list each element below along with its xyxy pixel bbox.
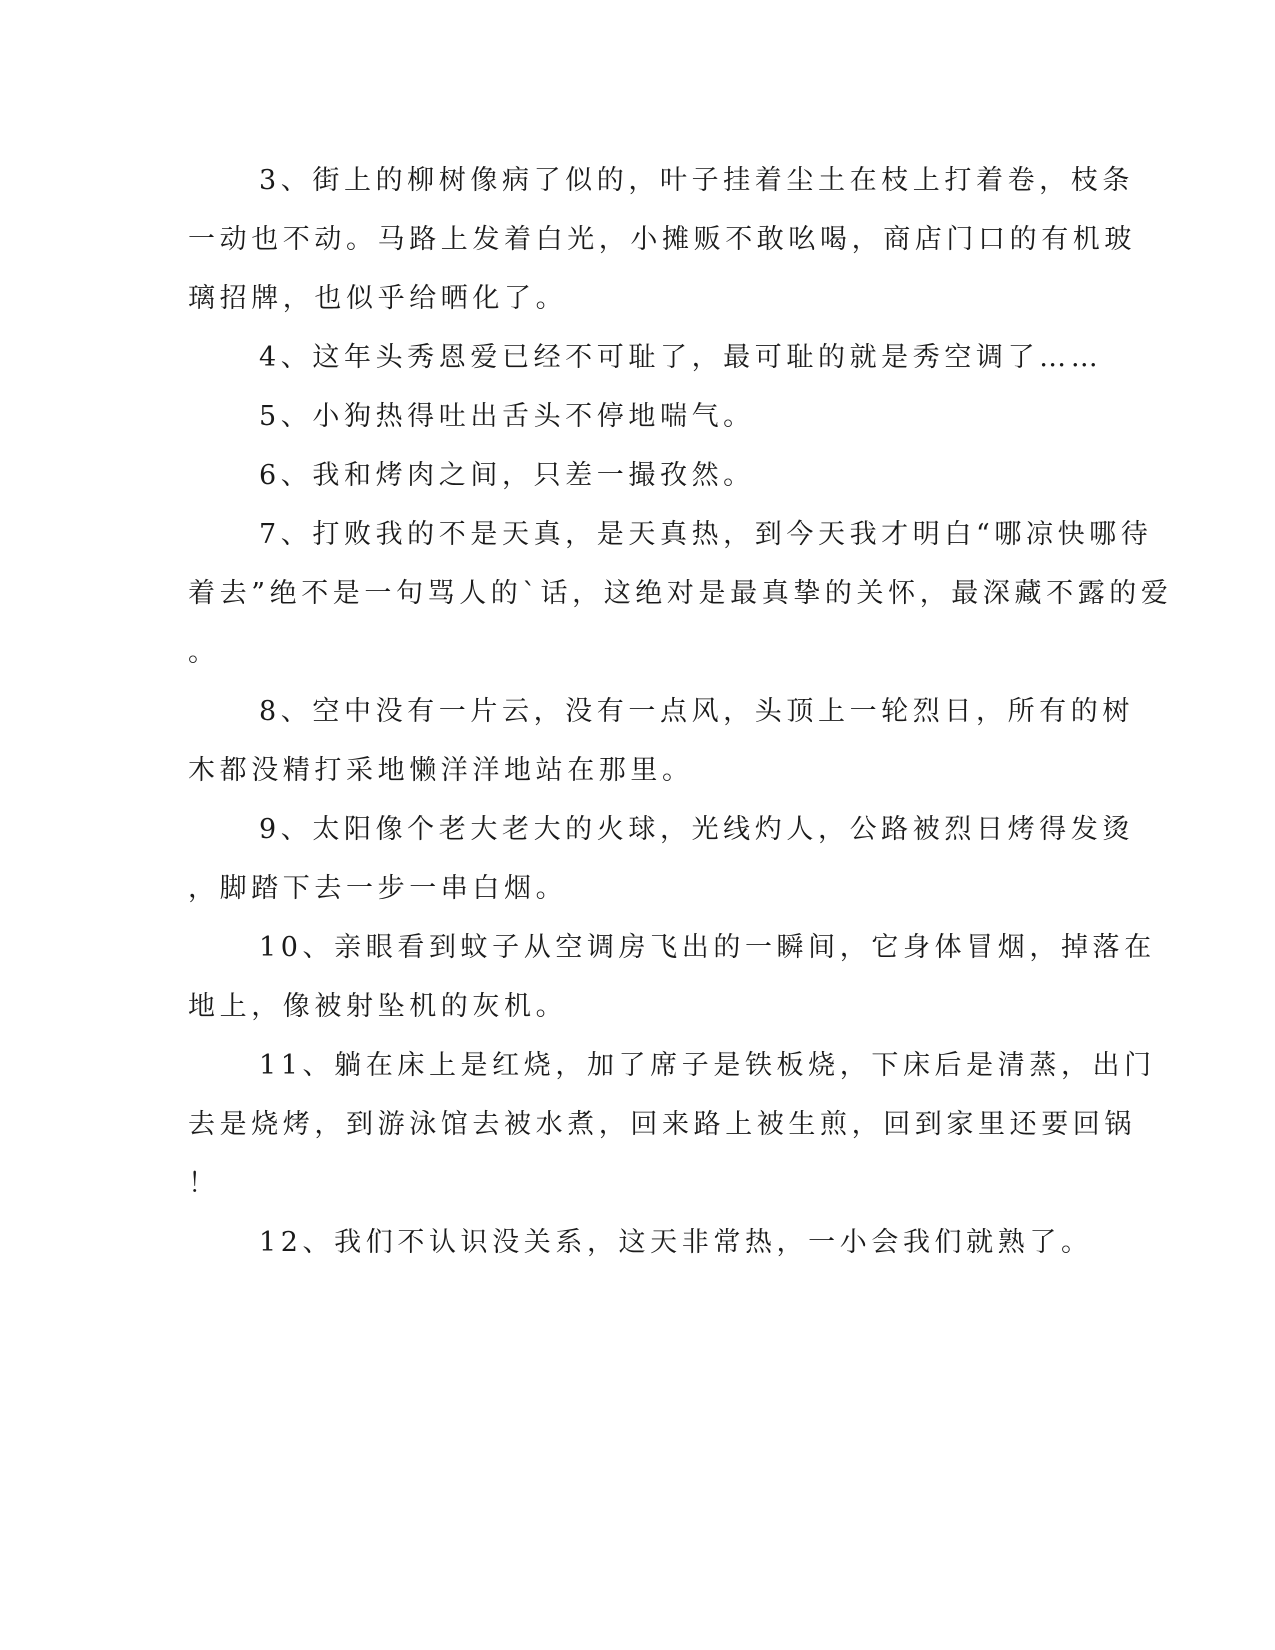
item-12-line-1: 12、我们不认识没关系，这天非常热，一小会我们就熟了。 [259,1227,1093,1258]
item-3-line-2: 一动也不动。马路上发着白光，小摊贩不敢吆喝，商店门口的有机玻 [188,224,1136,255]
item-6-line-1: 6、我和烤肉之间，只差一撮孜然。 [259,460,755,491]
item-3-line-1: 3、街上的柳树像病了似的，叶子挂着尘土在枝上打着卷，枝条 [259,165,1134,196]
item-7-line-3: 。 [188,637,220,668]
item-11-line-1: 11、躺在床上是红烧，加了席子是铁板烧，下床后是清蒸，出门 [259,1050,1156,1081]
item-9-line-1: 9、太阳像个老大老大的火球，光线灼人，公路被烈日烤得发烫 [259,814,1134,845]
item-11-line-2: 去是烧烤，到游泳馆去被水煮，回来路上被生煎，回到家里还要回锅 [188,1109,1136,1140]
item-4-line-1: 4、这年头秀恩爱已经不可耻了，最可耻的就是秀空调了…… [259,342,1103,373]
item-8-line-2: 木都没精打采地懒洋洋地站在那里。 [188,755,694,786]
item-7-line-2: 着去”绝不是一句骂人的`话，这绝对是最真挚的关怀，最深藏不露的爱 [188,578,1173,609]
item-10-line-1: 10、亲眼看到蚊子从空调房飞出的一瞬间，它身体冒烟，掉落在 [259,932,1156,963]
item-8-line-1: 8、空中没有一片云，没有一点风，头顶上一轮烈日，所有的树 [259,696,1134,727]
item-9-line-2: ，脚踏下去一步一串白烟。 [188,873,568,904]
item-7-line-1: 7、打败我的不是天真，是天真热，到今天我才明白“哪凉快哪待 [259,519,1153,550]
item-3-line-3: 璃招牌，也似乎给晒化了。 [188,283,568,314]
item-5-line-1: 5、小狗热得吐出舌头不停地喘气。 [259,401,755,432]
item-10-line-2: 地上，像被射坠机的灰机。 [188,991,568,1022]
item-11-line-3: ！ [188,1168,220,1199]
